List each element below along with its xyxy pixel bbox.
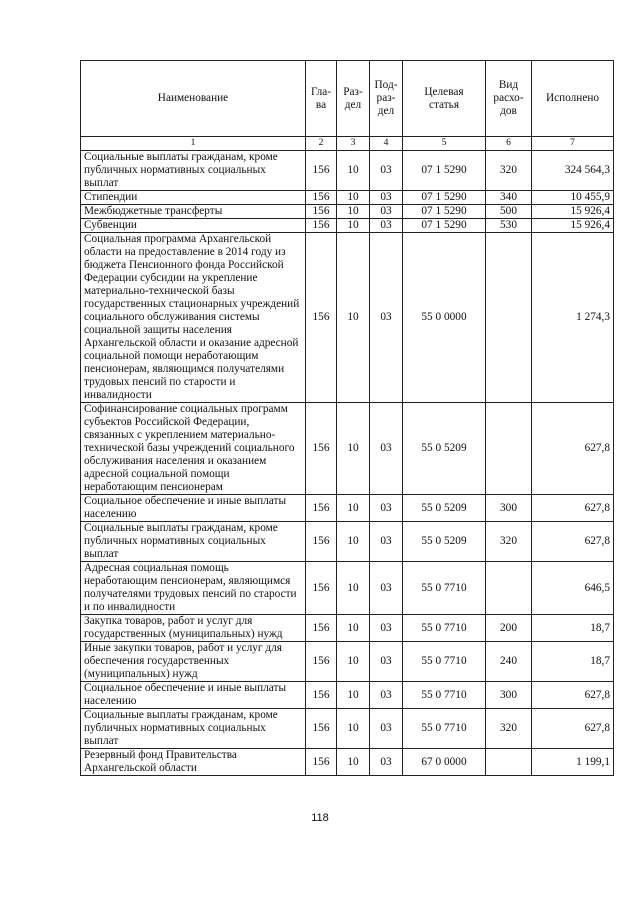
- cell-subsection: 03: [370, 191, 403, 205]
- cell-target: 55 0 7710: [403, 615, 486, 642]
- table-row: [81, 219, 614, 233]
- cell-expense-type: 320: [486, 709, 532, 749]
- cell-target: 55 0 7710: [403, 642, 486, 682]
- cell-section: 10: [337, 642, 370, 682]
- cell-target: 55 0 5209: [403, 403, 486, 495]
- cell-subsection: 03: [370, 495, 403, 522]
- cell-name: Стипендии: [81, 191, 306, 205]
- cell-chapter: 156: [306, 233, 337, 403]
- cell-target: 67 0 0000: [403, 749, 486, 776]
- table-row: [81, 205, 614, 219]
- cell-subsection: 03: [370, 403, 403, 495]
- cell-target: 07 1 5290: [403, 205, 486, 219]
- cell-name: Социальные выплаты гражданам, кроме публичных нормативных социальных выплат: [81, 709, 306, 749]
- header-executed: Исполнено: [532, 61, 614, 137]
- cell-chapter: 156: [306, 151, 337, 191]
- cell-target: 07 1 5290: [403, 219, 486, 233]
- column-number: 6: [486, 137, 532, 151]
- table-row: [81, 642, 614, 682]
- column-number: 3: [337, 137, 370, 151]
- table-row: [81, 562, 614, 615]
- cell-name: Социальное обеспечение и иные выплаты населению: [81, 495, 306, 522]
- cell-name: Социальные выплаты гражданам, кроме публичных нормативных социальных выплат: [81, 522, 306, 562]
- cell-section: 10: [337, 219, 370, 233]
- cell-name: Иные закупки товаров, работ и услуг для обеспечения государственных (муниципальных) нужд: [81, 642, 306, 682]
- cell-subsection: 03: [370, 682, 403, 709]
- table-row: [81, 233, 614, 403]
- table-row: [81, 749, 614, 776]
- table-row: [81, 151, 614, 191]
- cell-expense-type: 320: [486, 522, 532, 562]
- column-number: 2: [306, 137, 337, 151]
- column-number: 5: [403, 137, 486, 151]
- cell-section: 10: [337, 191, 370, 205]
- page-number: 118: [311, 812, 329, 824]
- cell-section: 10: [337, 749, 370, 776]
- cell-name: Резервный фонд Правительства Архангельской области: [81, 749, 306, 776]
- cell-executed: 1 199,1: [532, 749, 614, 776]
- cell-expense-type: 500: [486, 205, 532, 219]
- cell-section: 10: [337, 682, 370, 709]
- cell-subsection: 03: [370, 205, 403, 219]
- budget-table: [80, 60, 614, 776]
- cell-executed: 627,8: [532, 403, 614, 495]
- cell-chapter: 156: [306, 682, 337, 709]
- cell-chapter: 156: [306, 522, 337, 562]
- cell-subsection: 03: [370, 233, 403, 403]
- cell-name: Социальные выплаты гражданам, кроме публичных нормативных социальных выплат: [81, 151, 306, 191]
- cell-section: 10: [337, 205, 370, 219]
- header-chapter: Гла- ва: [306, 61, 337, 137]
- cell-subsection: 03: [370, 219, 403, 233]
- header-target: Целевая статья: [403, 61, 486, 137]
- cell-subsection: 03: [370, 151, 403, 191]
- cell-expense-type: 240: [486, 642, 532, 682]
- table-row: [81, 403, 614, 495]
- cell-chapter: 156: [306, 219, 337, 233]
- cell-name: Социальное обеспечение и иные выплаты населению: [81, 682, 306, 709]
- cell-chapter: 156: [306, 562, 337, 615]
- column-number-row: [81, 137, 614, 151]
- cell-subsection: 03: [370, 562, 403, 615]
- cell-expense-type: 300: [486, 682, 532, 709]
- cell-executed: 10 455,9: [532, 191, 614, 205]
- table-row: [81, 191, 614, 205]
- cell-executed: 627,8: [532, 495, 614, 522]
- column-number: 4: [370, 137, 403, 151]
- cell-section: 10: [337, 709, 370, 749]
- table-row: [81, 495, 614, 522]
- header-subsection: Под- раз- дел: [370, 61, 403, 137]
- cell-chapter: 156: [306, 403, 337, 495]
- cell-subsection: 03: [370, 642, 403, 682]
- cell-executed: 18,7: [532, 615, 614, 642]
- cell-target: 55 0 7710: [403, 709, 486, 749]
- cell-target: 55 0 7710: [403, 562, 486, 615]
- column-number: 7: [532, 137, 614, 151]
- cell-executed: 18,7: [532, 642, 614, 682]
- cell-section: 10: [337, 562, 370, 615]
- cell-expense-type: 340: [486, 191, 532, 205]
- column-number: 1: [81, 137, 306, 151]
- cell-expense-type: [486, 233, 532, 403]
- cell-section: 10: [337, 615, 370, 642]
- table-row: [81, 709, 614, 749]
- cell-executed: 627,8: [532, 709, 614, 749]
- cell-section: 10: [337, 151, 370, 191]
- cell-chapter: 156: [306, 749, 337, 776]
- cell-subsection: 03: [370, 522, 403, 562]
- cell-target: 55 0 5209: [403, 495, 486, 522]
- cell-target: 55 0 0000: [403, 233, 486, 403]
- cell-executed: 627,8: [532, 522, 614, 562]
- header-section: Раз- дел: [337, 61, 370, 137]
- cell-expense-type: [486, 562, 532, 615]
- cell-executed: 324 564,3: [532, 151, 614, 191]
- header-expense-type: Вид расхо- дов: [486, 61, 532, 137]
- cell-expense-type: 300: [486, 495, 532, 522]
- cell-name: Субвенции: [81, 219, 306, 233]
- cell-expense-type: 200: [486, 615, 532, 642]
- cell-chapter: 156: [306, 495, 337, 522]
- cell-chapter: 156: [306, 191, 337, 205]
- cell-chapter: 156: [306, 205, 337, 219]
- cell-expense-type: [486, 749, 532, 776]
- cell-executed: 15 926,4: [532, 205, 614, 219]
- cell-expense-type: [486, 403, 532, 495]
- cell-chapter: 156: [306, 642, 337, 682]
- cell-target: 07 1 5290: [403, 191, 486, 205]
- cell-executed: 15 926,4: [532, 219, 614, 233]
- table-row: [81, 682, 614, 709]
- cell-expense-type: 530: [486, 219, 532, 233]
- cell-name: Социальная программа Архангельской области на предоставление в 2014 году из бюджета Пенсионного фонда Российской Федерации субсидии на укрепление материально-технической базы государственных стационарных учреждений социального обслуживания системы социальной защиты населения Архангельской области и оказание адресной социальной помощи неработающим пенсионерам, являющимся получателями трудовых пенсий по старости и инвалидности: [81, 233, 306, 403]
- cell-name: Софинансирование социальных программ субъектов Российской Федерации, связанных с укреплением материально-технической базы учреждений социального обслуживания населения и оказанием адресной социальной помощи неработающим пенсионерам: [81, 403, 306, 495]
- cell-section: 10: [337, 233, 370, 403]
- cell-subsection: 03: [370, 749, 403, 776]
- cell-executed: 1 274,3: [532, 233, 614, 403]
- cell-chapter: 156: [306, 615, 337, 642]
- cell-section: 10: [337, 522, 370, 562]
- cell-name: Закупка товаров, работ и услуг для государственных (муниципальных) нужд: [81, 615, 306, 642]
- table-row: [81, 522, 614, 562]
- cell-target: 55 0 5209: [403, 522, 486, 562]
- cell-target: 07 1 5290: [403, 151, 486, 191]
- table-row: [81, 615, 614, 642]
- cell-name: Межбюджетные трансферты: [81, 205, 306, 219]
- cell-target: 55 0 7710: [403, 682, 486, 709]
- cell-expense-type: 320: [486, 151, 532, 191]
- cell-executed: 627,8: [532, 682, 614, 709]
- table-header-row: [81, 61, 614, 137]
- cell-chapter: 156: [306, 709, 337, 749]
- cell-name: Адресная социальная помощь неработающим пенсионерам, являющимся получателями трудовых пенсий по старости и по инвалидности: [81, 562, 306, 615]
- cell-executed: 646,5: [532, 562, 614, 615]
- cell-section: 10: [337, 495, 370, 522]
- header-name: Наименование: [81, 61, 306, 137]
- cell-section: 10: [337, 403, 370, 495]
- cell-subsection: 03: [370, 709, 403, 749]
- cell-subsection: 03: [370, 615, 403, 642]
